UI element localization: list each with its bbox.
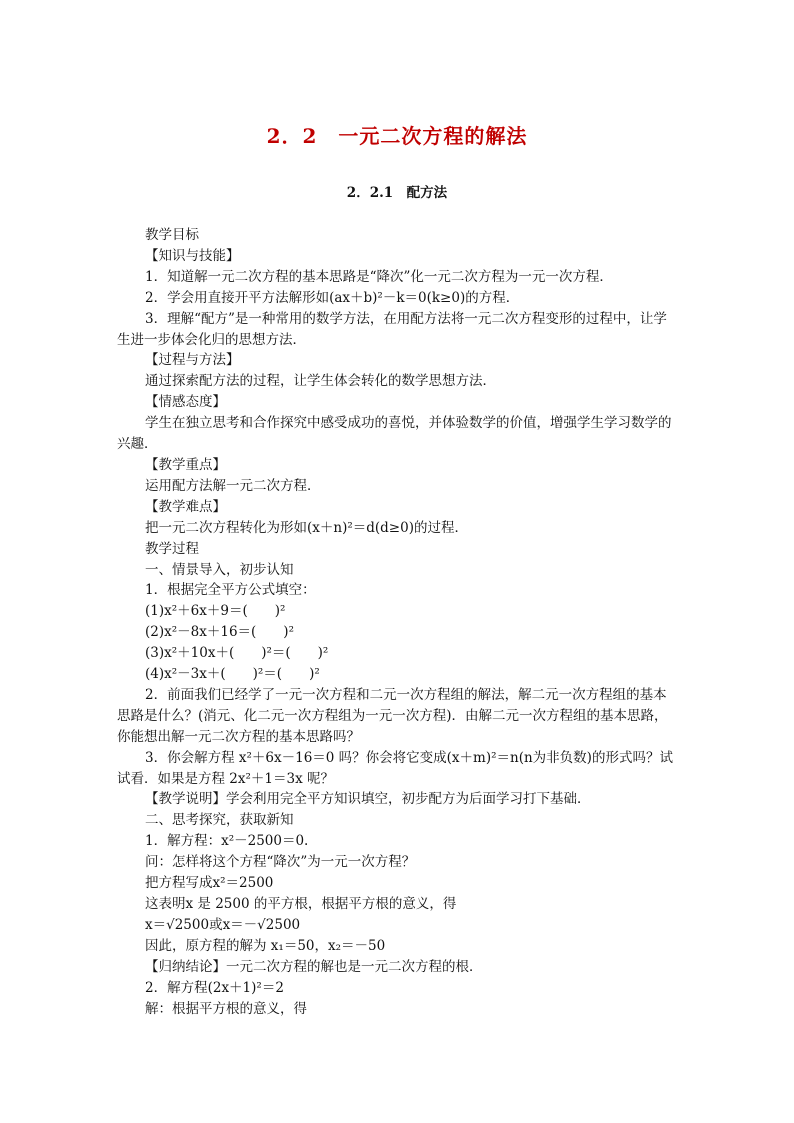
text-line: 1．知道解一元二次方程的基本思路是“降次”化一元二次方程为一元一次方程．: [145, 268, 613, 285]
text-line: 通过探索配方法的过程，让学生体会转化的数学思想方法．: [145, 373, 496, 390]
exercise-line: (4)x²－3x＋( )²＝( )²: [145, 666, 320, 683]
section-heading: 【情感态度】: [145, 394, 226, 411]
text-line: 2．前面我们已经学了一元一次方程和二元一次方程组的解法，解二元一次方程组的基本思路是什么？(消元、化二元一次方程组为一元一次方程)．由解二元一次方程组的基本思路，你能想出解一元二次方程的基本思路吗？: [117, 686, 668, 745]
section-heading: 教学过程: [145, 540, 199, 557]
exercise-line: (2)x²－8x＋16＝( )²: [145, 624, 294, 641]
text-line: 【归纳结论】一元二次方程的解也是一元二次方程的根．: [145, 958, 483, 975]
text-line: 3．你会解方程 x²＋6x－16＝0 吗？你会将它变成(x＋m)²＝n(n为非负数)的形式吗？试试看．如果是方程 2x²＋1＝3x 呢？: [117, 749, 673, 787]
text-line: 学生在独立思考和合作探究中感受成功的喜悦，并体验数学的价值，增强学生学习数学的兴趣．: [117, 415, 672, 453]
text-line: 2．学会用直接开平方法解形如(ax＋b)²－k＝0(k≥0)的方程．: [145, 289, 520, 306]
document-title: 2．2 一元二次方程的解法: [266, 124, 528, 148]
text-line: 问：怎样将这个方程“降次”为一元一次方程？: [145, 854, 416, 871]
text-line: 教学目标: [145, 227, 199, 243]
section-heading: 【教学难点】: [145, 498, 226, 515]
text-line: 1．解方程：x²－2500＝0.: [145, 833, 309, 850]
section-heading: 【知识与技能】: [145, 247, 240, 264]
text-line: 1．根据完全平方公式填空：: [145, 582, 316, 599]
exercise-line: (1)x²＋6x＋9＝( )²: [145, 603, 286, 620]
text-line: 把方程写成x²＝2500: [145, 875, 274, 892]
section-heading: 二、思考探究，获取新知: [145, 812, 294, 829]
section-heading: 【过程与方法】: [145, 352, 240, 369]
section-heading: 【教学重点】: [145, 456, 226, 473]
text-line: 3．理解“配方”是一种常用的数学方法，在用配方法将一元二次方程变形的过程中，让学生进一步体会化归的思想方法．: [117, 310, 667, 348]
document-body: [117, 225, 679, 1019]
text-line: 解：根据平方根的意义，得: [145, 1000, 307, 1017]
document-subtitle: 2．2.1 配方法: [346, 185, 448, 201]
text-line: 一、情景导入，初步认知: [145, 561, 294, 578]
text-line: 这表明x 是 2500 的平方根，根据平方根的意义，得: [145, 896, 457, 912]
text-line: 运用配方法解一元二次方程．: [145, 477, 321, 494]
text-line: 【教学说明】学会利用完全平方知识填空，初步配方为后面学习打下基础．: [145, 791, 591, 808]
text-line: 2．解方程(2x＋1)²＝2: [145, 979, 284, 996]
text-line: 因此，原方程的解为 x₁＝50，x₂＝－50: [145, 937, 386, 954]
exercise-line: (3)x²＋10x＋( )²＝( )²: [145, 645, 329, 662]
equation-line: x＝√2500或x＝－√2500: [145, 916, 301, 933]
text-line: 把一元二次方程转化为形如(x＋n)²＝d(d≥0)的过程．: [145, 519, 468, 536]
